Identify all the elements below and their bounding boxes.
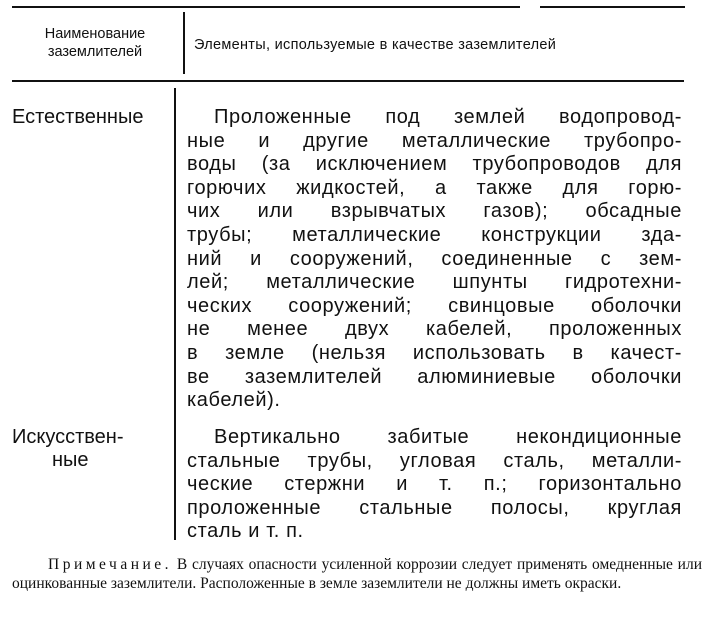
text-line: в земле (нельзя использовать в качест- <box>187 341 682 364</box>
text-line: сталь и т. п. <box>187 520 304 543</box>
row-elements-natural <box>187 106 682 413</box>
text-line: проложенные стальные полосы, круглая <box>187 496 682 519</box>
text-line: ческих сооружений; свинцовые оболочки <box>187 294 682 317</box>
row-name-line: Искусствен- <box>12 426 124 448</box>
text-line: кабелей). <box>187 389 281 412</box>
text-line: воды (за исключением трубопроводов для <box>187 153 682 176</box>
text-line: стальные трубы, угловая сталь, металли- <box>187 449 682 472</box>
header-col1 <box>20 25 170 61</box>
text-line: чих или взрывчатых газов); обсадные <box>187 200 682 223</box>
header-col2: Элементы, используемые в качестве заземлителей <box>194 37 557 53</box>
footnote-text: В случаях опасности усиленной коррозии следует применять омедненные или оцинкованные заземлители. Расположенные в земле заземлители не должны иметь окраски. <box>12 556 703 592</box>
text-line: ве заземлителей алюминиевые оболочки <box>187 365 682 388</box>
header-column-divider <box>183 12 185 74</box>
text-line: не менее двух кабелей, проложенных <box>187 318 682 341</box>
row-name-line: Естественные <box>12 106 144 128</box>
text-line: горючих жидкостей, а также для горю- <box>187 176 682 199</box>
text-line: ческие стержни и т. п.; горизонтально <box>187 473 682 496</box>
table-top-rule <box>12 6 520 8</box>
footnote <box>12 556 702 593</box>
text-line: ные и другие металлические трубопро- <box>187 129 682 152</box>
text-line: Проложенные под землей водопровод- <box>214 106 682 128</box>
header-col1-line2: заземлителей <box>47 44 143 60</box>
text-line: Вертикально забитые некондиционные <box>214 426 682 448</box>
header-col1-line1: Наименование <box>44 26 146 42</box>
text-line: трубы; металлические конструкции зда- <box>187 223 682 246</box>
row-name-artificial <box>12 426 162 472</box>
header-bottom-rule <box>12 80 684 82</box>
row-elements-artificial <box>187 426 682 544</box>
table-top-rule-right <box>540 6 685 8</box>
text-line: ний и сооружений, соединенные с зем- <box>187 247 682 270</box>
row-name-line: ные <box>52 449 89 471</box>
row-name-natural <box>12 106 143 129</box>
text-line: лей; металлические шпунты гидротехни- <box>187 271 682 294</box>
footnote-lead: Примечание. <box>48 556 173 573</box>
body-column-divider <box>174 88 176 540</box>
